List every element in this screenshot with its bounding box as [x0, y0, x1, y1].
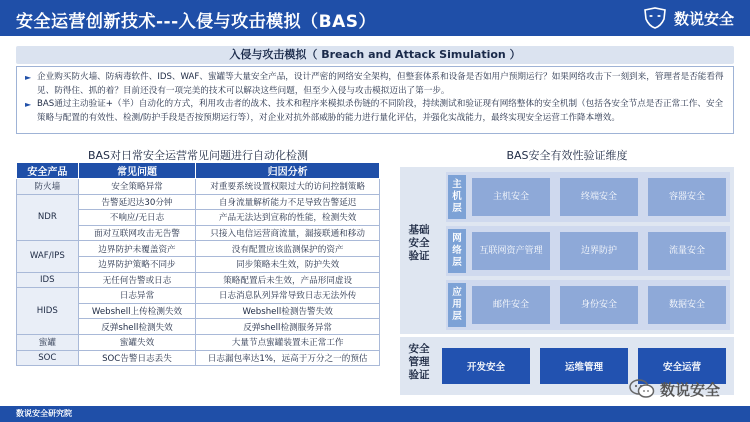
table-row — [17, 334, 380, 350]
column-header: 安全产品 — [17, 163, 79, 179]
watermark-brand — [629, 378, 720, 400]
table-row — [17, 179, 380, 195]
shield-mask-icon — [642, 7, 668, 29]
watermark-brand-name: 数说安全 — [659, 380, 720, 399]
footer-bar: 数说安全研究院 — [0, 406, 750, 422]
cause-cell: 没有配置应该监测保护的资产 — [196, 241, 380, 257]
header-bar — [0, 0, 750, 36]
management-cell: 运维管理 — [540, 348, 628, 384]
cause-cell: 同步策略未生效，防护失效 — [196, 256, 380, 272]
cause-cell: 只接入电信运营商流量，漏接联通和移动 — [196, 225, 380, 241]
table-header-row — [17, 163, 380, 179]
issue-cell: 不响应/无日志 — [78, 210, 196, 226]
cause-cell: 日志漏包率达1%，远高于万分之一的预估 — [196, 350, 380, 366]
table-row — [17, 272, 380, 288]
dimension-cell: 流量安全 — [648, 232, 726, 270]
bullet-arrow-icon: ► — [25, 100, 32, 109]
cause-cell: 日志消息队列异常导致日志无法外传 — [196, 288, 380, 304]
column-header: 常见问题 — [78, 163, 196, 179]
management-cell: 开发安全 — [442, 348, 530, 384]
intro-text: 企业购买防火墙、防病毒软件、IDS、WAF、蜜罐等大量安全产品，设计严密的网络安全架构，但整套体系和设备是否如用户预期运行？如果网络攻击下一刻到来，管理者是否能看得见、防得住、抓的着？目前还没有一项完美的技术可以解决这些问题，但至少入侵与攻击模拟迈出了第一步。 — [37, 72, 724, 96]
product-cell: WAF/IPS — [17, 241, 79, 272]
issue-cell: 日志异常 — [78, 288, 196, 304]
dimension-cell: 身份安全 — [560, 286, 638, 324]
brand-name: 数说安全 — [673, 9, 734, 28]
issue-cell: 边界防护未覆盖资产 — [78, 241, 196, 257]
cause-cell: 对重要系统设置权限过大的访问控制策略 — [196, 179, 380, 195]
issue-cell: 反弹shell检测失效 — [78, 319, 196, 335]
layer-tag: 应用层 — [448, 283, 466, 327]
cause-cell: 自身流量解析能力不足导致告警延迟 — [196, 194, 380, 210]
dimension-cell: 终端安全 — [560, 178, 638, 216]
issue-cell: 无任何告警或日志 — [78, 272, 196, 288]
dimension-cell: 数据安全 — [648, 286, 726, 324]
product-cell: 防火墙 — [17, 179, 79, 195]
table-row — [17, 350, 380, 366]
cause-cell: 策略配置后未生效，产品形同虚设 — [196, 272, 380, 288]
issues-table — [16, 162, 380, 366]
wechat-icon — [629, 378, 655, 400]
cause-cell: 大量节点蜜罐装置未正常工作 — [196, 334, 380, 350]
intro-bullet — [25, 98, 725, 125]
issue-cell: 蜜罐失效 — [78, 334, 196, 350]
diagram-title: BAS安全有效性验证维度 — [506, 149, 628, 162]
table-row — [17, 241, 380, 257]
cause-cell: Webshell检测告警失效 — [196, 303, 380, 319]
product-cell: NDR — [17, 194, 79, 241]
layer-tag: 网络层 — [448, 229, 466, 273]
base-verification-label: 基础安全验证 — [408, 224, 430, 262]
brand — [642, 7, 734, 29]
dimension-cell: 主机安全 — [472, 178, 550, 216]
issue-cell: 面对互联网攻击无告警 — [78, 225, 196, 241]
cause-cell: 反弹shell检测服务异常 — [196, 319, 380, 335]
page-title: 安全运营创新技术---入侵与攻击模拟（BAS） — [16, 12, 377, 32]
dimension-cell: 容器安全 — [648, 178, 726, 216]
product-cell: 蜜罐 — [17, 334, 79, 350]
layer-tag: 主机层 — [448, 175, 466, 219]
dimension-cell: 互联网资产管理 — [472, 232, 550, 270]
intro-box — [16, 66, 734, 134]
product-cell: SOC — [17, 350, 79, 366]
issue-cell: Webshell上传检测失效 — [78, 303, 196, 319]
column-header: 归因分析 — [196, 163, 380, 179]
issue-cell: 告警延迟达30分钟 — [78, 194, 196, 210]
management-cell: 安全运营 — [638, 348, 726, 384]
intro-bullet — [25, 71, 725, 98]
product-cell: HIDS — [17, 288, 79, 335]
table-row — [17, 288, 380, 304]
management-verification-label: 安全管理验证 — [408, 343, 430, 381]
table-title: BAS对日常安全运营常见问题进行自动化检测 — [87, 149, 309, 162]
dimension-cell: 边界防护 — [560, 232, 638, 270]
issue-cell: 边界防护策略不同步 — [78, 256, 196, 272]
issue-cell: SOC告警日志丢失 — [78, 350, 196, 366]
table-row — [17, 194, 380, 210]
section-banner: 入侵与攻击模拟（ Breach and Attack Simulation ） — [16, 46, 734, 64]
bullet-arrow-icon: ► — [25, 73, 32, 82]
cause-cell: 产品无法达到宣称的性能，检测失效 — [196, 210, 380, 226]
dimension-cell: 邮件安全 — [472, 286, 550, 324]
product-cell: IDS — [17, 272, 79, 288]
issue-cell: 安全策略异常 — [78, 179, 196, 195]
intro-text: BAS通过主动验证+（半）自动化的方式，利用攻击者的战术、技术和程序来模拟杀伤链的不同阶段，持续测试和验证现有网络整体的安全机制（包括各安全节点是否正常工作、安全策略与配置的有效性、检测/防护手段是否按预期运行等），对企业对抗外部威胁的能力进行量化评估，并强化实战能力，最终实现安全运营工作降本增效。 — [37, 99, 724, 123]
